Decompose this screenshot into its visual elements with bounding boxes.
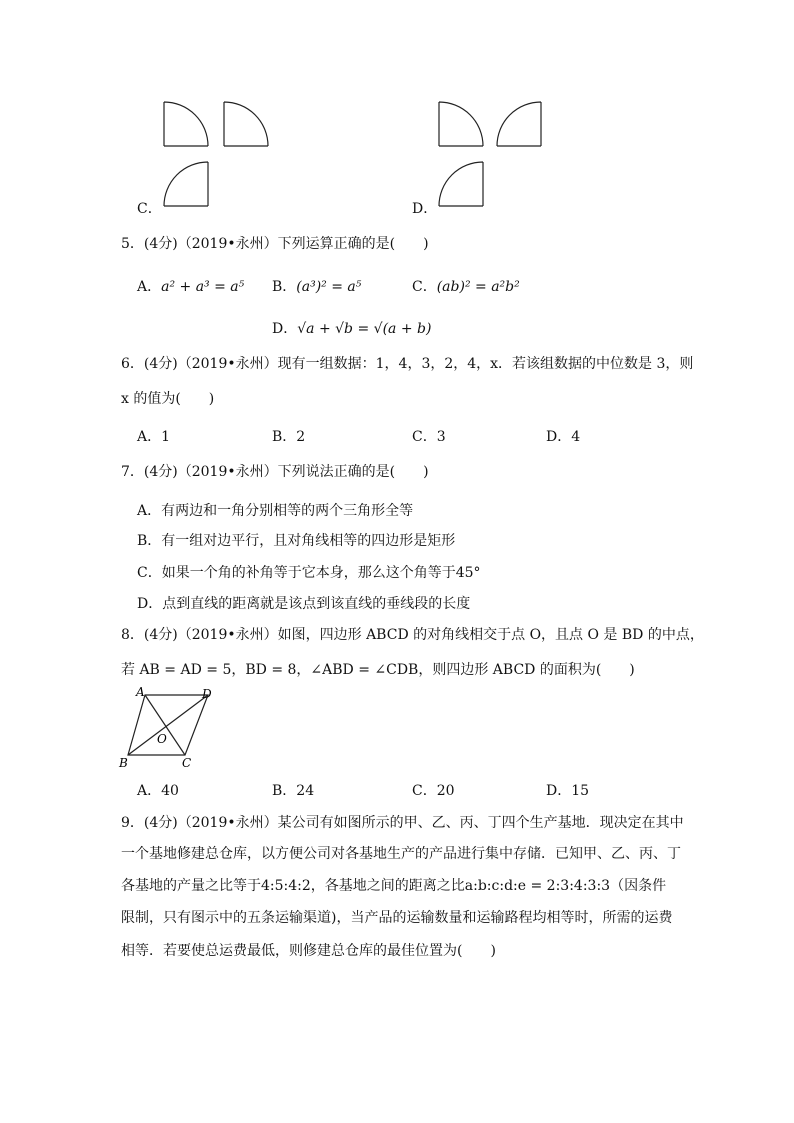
option-label: C． — [412, 429, 437, 445]
q8-parallelogram-figure — [115, 685, 220, 773]
option-label: A． — [137, 429, 162, 445]
option-value: 20 — [436, 783, 455, 799]
quarter-circle-shape — [439, 102, 483, 146]
q4-option-c-label[interactable]: C． — [137, 201, 162, 217]
option-expression: √a + √b = √(a + b) — [297, 321, 432, 337]
q5-option-b[interactable] — [272, 276, 361, 296]
vertex-label-a: A — [136, 685, 145, 699]
vertex-label-c: C — [182, 756, 192, 770]
option-expression: (ab)² = a²b² — [436, 279, 520, 295]
q5-option-c[interactable] — [412, 276, 520, 296]
q5-stem: 5．(4分)（2019•永州）下列运算正确的是( ) — [121, 236, 429, 252]
quarter-circle-shape — [497, 102, 541, 146]
option-value: 15 — [571, 783, 590, 799]
q7-option-d[interactable]: D．点到直线的距离就是该点到该直线的垂线段的长度 — [137, 596, 471, 612]
q6-option-b[interactable] — [272, 426, 305, 446]
center-label-o: O — [157, 732, 167, 746]
option-value: 1 — [161, 429, 171, 445]
q9-stem-line3: 各基地的产量之比等于4:5:4:2，各基地之间的距离之比a:b:c:d:e = 2:3:4:3:3（因条件 — [121, 878, 667, 894]
vertex-label-b: B — [119, 756, 128, 770]
q4-option-d-figure — [425, 98, 555, 213]
option-label: D． — [546, 429, 572, 445]
option-label: D． — [546, 783, 572, 799]
q9-stem-line4: 限制，只有图示中的五条运输渠道)，当产品的运输数量和运输路程均相等时，所需的运费 — [121, 910, 673, 926]
option-value: 40 — [161, 783, 179, 799]
quarter-circle-diagram-d — [425, 98, 555, 213]
q4-option-c-figure — [150, 98, 280, 213]
quarter-circle-shape — [164, 102, 208, 146]
option-expression: a² + a³ = a⁵ — [161, 279, 245, 295]
q6-option-c[interactable] — [412, 426, 446, 446]
q8-stem-line2: 若 AB = AD = 5，BD = 8，∠ABD = ∠CDB，则四边形 ABCD 的面积为( ) — [121, 662, 635, 678]
option-label: C． — [412, 279, 437, 295]
q8-option-b[interactable] — [272, 780, 314, 800]
option-label: C． — [412, 783, 437, 799]
q7-option-b[interactable]: B．有一组对边平行，且对角线相等的四边形是矩形 — [137, 533, 456, 549]
option-value: 24 — [296, 783, 315, 799]
quarter-circle-shape — [164, 162, 208, 206]
quarter-circle-shape — [224, 102, 268, 146]
q8-stem-line1: 8．(4分)（2019•永州）如图，四边形 ABCD 的对角线相交于点 O，且点 O 是 BD 的中点， — [121, 627, 704, 643]
q6-stem-line2: x 的值为( ) — [121, 391, 215, 407]
option-value: 2 — [296, 429, 306, 445]
option-value: 4 — [571, 429, 581, 445]
option-label: B． — [272, 279, 297, 295]
q9-stem-line2: 一个基地修建总仓库，以方便公司对各基地生产的产品进行集中存储．已知甲、乙、丙、丁 — [121, 846, 681, 862]
option-label: A． — [137, 279, 162, 295]
q8-option-c[interactable] — [412, 780, 455, 800]
option-value: 3 — [436, 429, 446, 445]
q9-stem-line5: 相等．若要使总运费最低，则修建总仓库的最佳位置为( ) — [121, 943, 496, 959]
q5-option-a[interactable] — [137, 276, 244, 296]
q6-option-d[interactable] — [546, 426, 580, 446]
q7-option-a[interactable]: A．有两边和一角分别相等的两个三角形全等 — [137, 503, 414, 519]
q4-option-d-label[interactable]: D． — [412, 201, 438, 217]
q5-option-d[interactable] — [272, 318, 431, 338]
quarter-circle-diagram-c — [150, 98, 280, 213]
diagonal-ac — [145, 695, 185, 755]
option-expression: (a³)² = a⁵ — [296, 279, 362, 295]
q8-option-a[interactable] — [137, 780, 179, 800]
option-label: B． — [272, 783, 297, 799]
option-label: B． — [272, 429, 297, 445]
q7-stem: 7．(4分)（2019•永州）下列说法正确的是( ) — [121, 464, 429, 480]
vertex-label-d: D — [202, 687, 212, 701]
q7-option-c[interactable]: C．如果一个角的补角等于它本身，那么这个角等于45° — [137, 565, 481, 581]
quarter-circle-shape — [439, 162, 483, 206]
q9-stem-line1: 9．(4分)（2019•永州）某公司有如图所示的甲、乙、丙、丁四个生产基地．现决定在其中 — [121, 815, 684, 831]
option-label: A． — [137, 783, 162, 799]
q6-option-a[interactable] — [137, 426, 170, 446]
option-label: D． — [272, 321, 298, 337]
parallelogram-diagram — [115, 685, 220, 773]
q8-option-d[interactable] — [546, 780, 589, 800]
q6-stem-line1: 6．(4分)（2019•永州）现有一组数据：1，4，3，2，4，x．若该组数据的中位数是 3，则 — [121, 356, 694, 372]
